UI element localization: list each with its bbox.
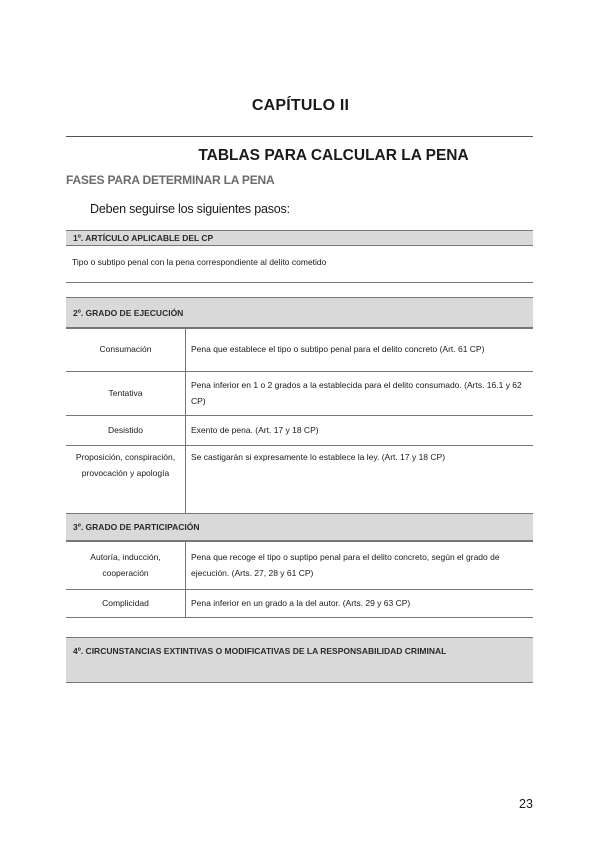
section-1 — [66, 230, 533, 283]
participation-table — [66, 541, 533, 618]
row-value: Pena que recoge el tipo o suptipo penal para el delito concreto, según el grado de ejecución. (Arts. 27, 28 y 61 CP) — [186, 542, 534, 590]
row-value: Exento de pena. (Art. 17 y 18 CP) — [186, 416, 534, 446]
section-3 — [66, 513, 533, 618]
execution-table — [66, 328, 533, 514]
section-1-text: Tipo o subtipo penal con la pena correspondiente al delito cometido — [72, 257, 327, 267]
row-value: Pena inferior en un grado a la del autor. (Arts. 29 y 63 CP) — [186, 590, 534, 618]
table-row — [66, 372, 533, 416]
table-row — [66, 329, 533, 372]
row-value: Pena inferior en 1 o 2 grados a la establecida para el delito consumado. (Arts. 16.1 y 62 CP) — [186, 372, 534, 416]
title-divider — [66, 136, 533, 137]
row-label: Proposición, conspiración, provocación y apología — [66, 446, 186, 514]
table-row — [66, 542, 533, 590]
section-2-header: 2º. GRADO DE EJECUCIÓN — [66, 297, 533, 328]
table-row — [66, 590, 533, 618]
row-label: Autoría, inducción, cooperación — [66, 542, 186, 590]
section-2 — [66, 297, 533, 514]
section-1-bottom-rule — [66, 282, 533, 283]
page-number: 23 — [519, 797, 533, 811]
section-1-header: 1º. ARTÍCULO APLICABLE DEL CP — [66, 230, 533, 246]
page-title: TABLAS PARA CALCULAR LA PENA — [198, 147, 469, 164]
row-label: Tentativa — [66, 372, 186, 416]
table-row — [66, 416, 533, 446]
row-value: Pena que establece el tipo o subtipo penal para el delito concreto (Art. 61 CP) — [186, 329, 534, 372]
chapter-heading: CAPÍTULO II — [251, 97, 350, 114]
section-subheading: FASES PARA DETERMINAR LA PENA — [66, 173, 275, 187]
intro-text: Deben seguirse los siguientes pasos: — [90, 202, 290, 216]
row-value: Se castigarán si expresamente lo establece la ley. (Art. 17 y 18 CP) — [186, 446, 534, 514]
row-label: Desistido — [66, 416, 186, 446]
section-3-header: 3º. GRADO DE PARTICIPACIÓN — [66, 513, 533, 541]
section-4-header: 4º. CIRCUNSTANCIAS EXTINTIVAS O MODIFICATIVAS DE LA RESPONSABILIDAD CRIMINAL — [66, 637, 533, 683]
row-label: Consumación — [66, 329, 186, 372]
section-4 — [66, 637, 533, 683]
table-row — [66, 446, 533, 514]
row-label: Complicidad — [66, 590, 186, 618]
